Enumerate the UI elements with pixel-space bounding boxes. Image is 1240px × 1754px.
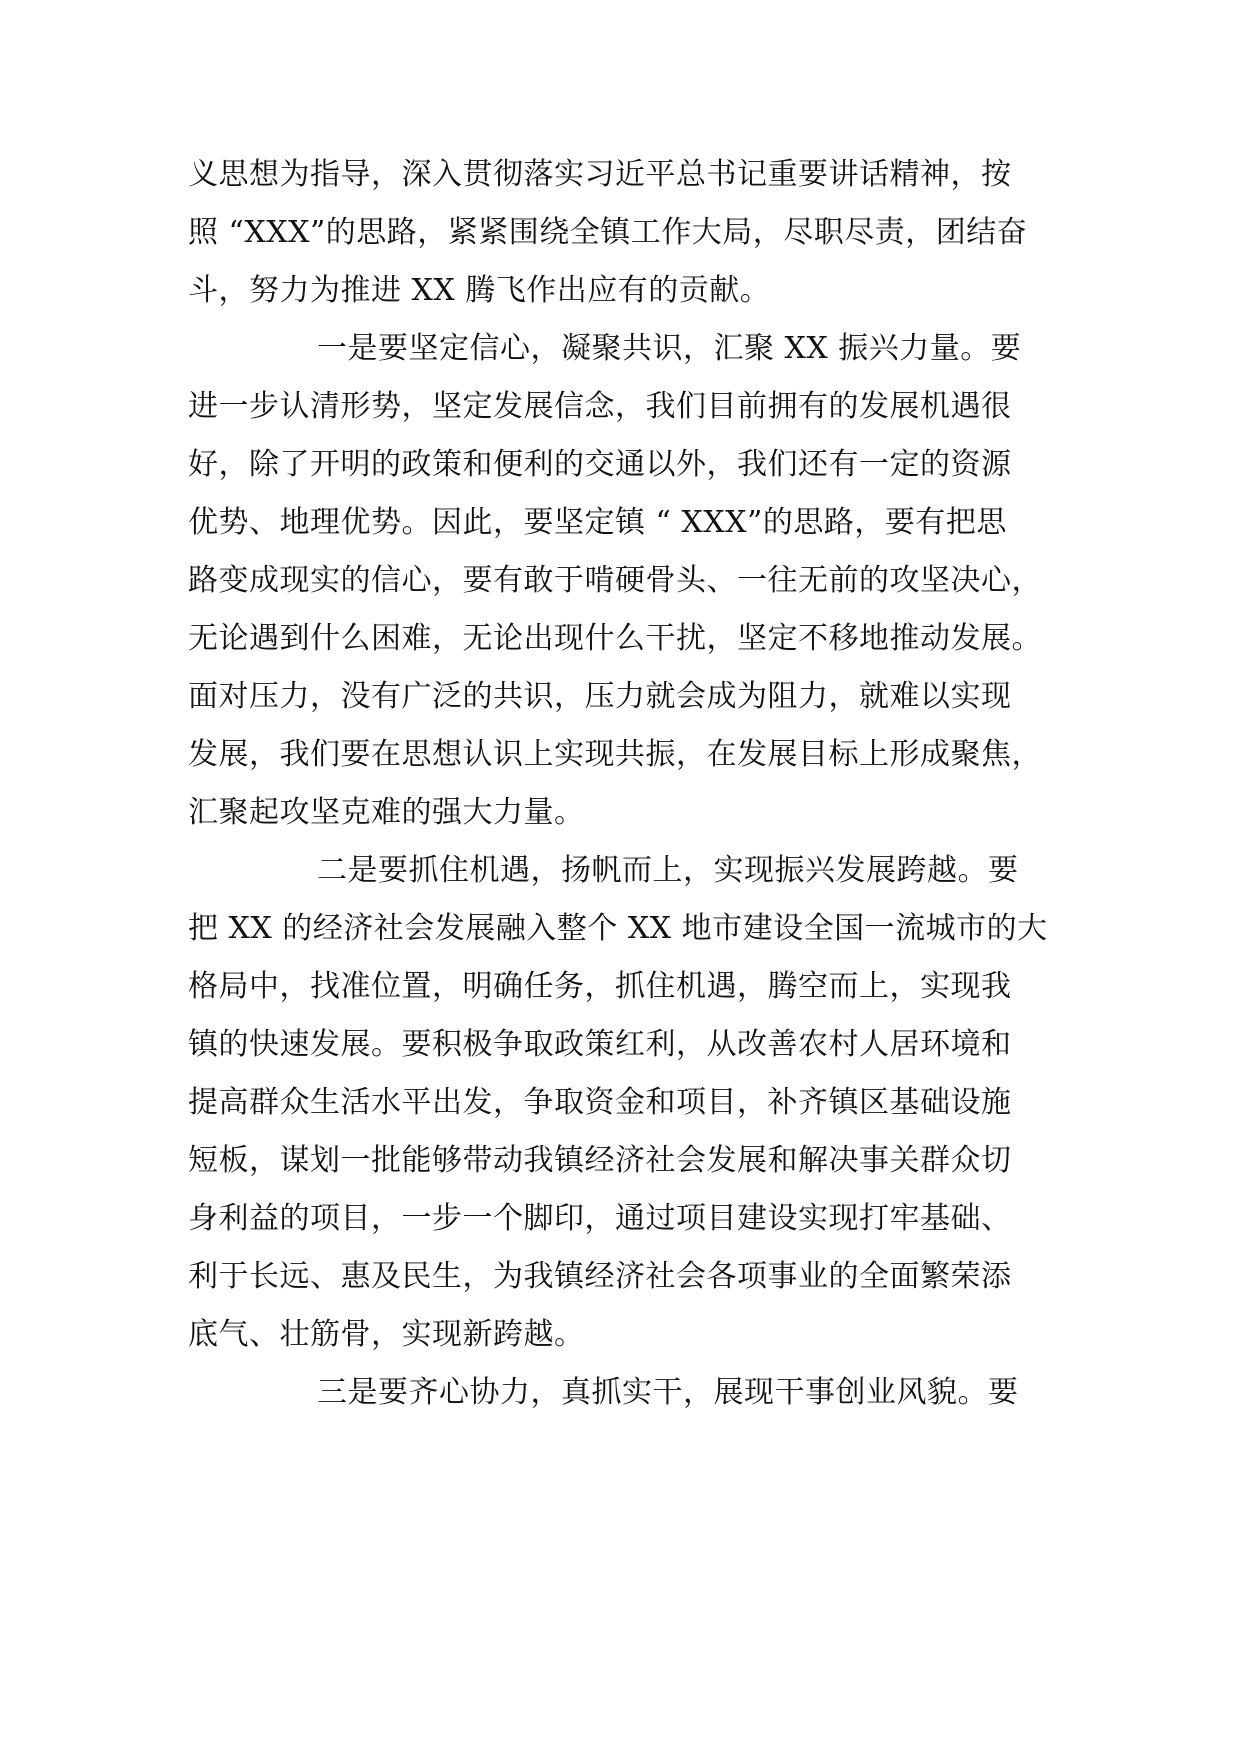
text-line: 照 “XXX”的思路，紧紧围绕全镇工作大局，尽职尽责，团结奋: [188, 215, 1028, 250]
text-line: 把 XX 的经济社会发展融入整个 XX 地市建设全国一流城市的大: [188, 911, 1048, 946]
text-line: 汇聚起攻坚克难的强大力量。: [188, 795, 585, 830]
text-line: 优势、地理优势。因此，要坚定镇 “ XXX”的思路，要有把思: [188, 505, 1007, 540]
text-line: 面对压力，没有广泛的共识，压力就会成为阻力，就难以实现: [188, 679, 1012, 714]
text-line: 发展，我们要在思想认识上实现共振，在发展目标上形成聚焦，: [188, 737, 1042, 772]
text-line: 利于长远、惠及民生，为我镇经济社会各项事业的全面繁荣添: [188, 1259, 1012, 1294]
text-line: 无论遇到什么困难，无论出现什么干扰，坚定不移地推动发展。: [188, 621, 1042, 656]
text-line: 三是要齐心协力，真抓实干，展现干事创业风貌。要: [317, 1375, 1019, 1410]
text-line: 格局中，找准位置，明确任务，抓住机遇，腾空而上，实现我: [188, 969, 1012, 1004]
text-line: 身利益的项目，一步一个脚印，通过项目建设实现打牢基础、: [188, 1201, 1012, 1236]
text-line: 短板，谋划一批能够带动我镇经济社会发展和解决事关群众切: [188, 1143, 1012, 1178]
text-line: 二是要抓住机遇，扬帆而上，实现振兴发展跨越。要: [317, 853, 1019, 888]
text-line: 好，除了开明的政策和便利的交通以外，我们还有一定的资源: [188, 447, 1012, 482]
text-line: 进一步认清形势，坚定发展信念，我们目前拥有的发展机遇很: [188, 389, 1012, 424]
text-line: 义思想为指导，深入贯彻落实习近平总书记重要讲话精神，按: [188, 157, 1012, 192]
text-line: 底气、壮筋骨，实现新跨越。: [188, 1317, 585, 1352]
text-line: 斗，努力为推进 XX 腾飞作出应有的贡献。: [188, 273, 771, 308]
text-line: 一是要坚定信心，凝聚共识，汇聚 XX 振兴力量。要: [317, 331, 1022, 366]
text-line: 镇的快速发展。要积极争取政策红利，从改善农村人居环境和: [188, 1027, 1012, 1062]
text-line: 路变成现实的信心，要有敢于啃硬骨头、一往无前的攻坚决心，: [188, 563, 1042, 598]
text-line: 提高群众生活水平出发，争取资金和项目，补齐镇区基础设施: [188, 1085, 1012, 1120]
